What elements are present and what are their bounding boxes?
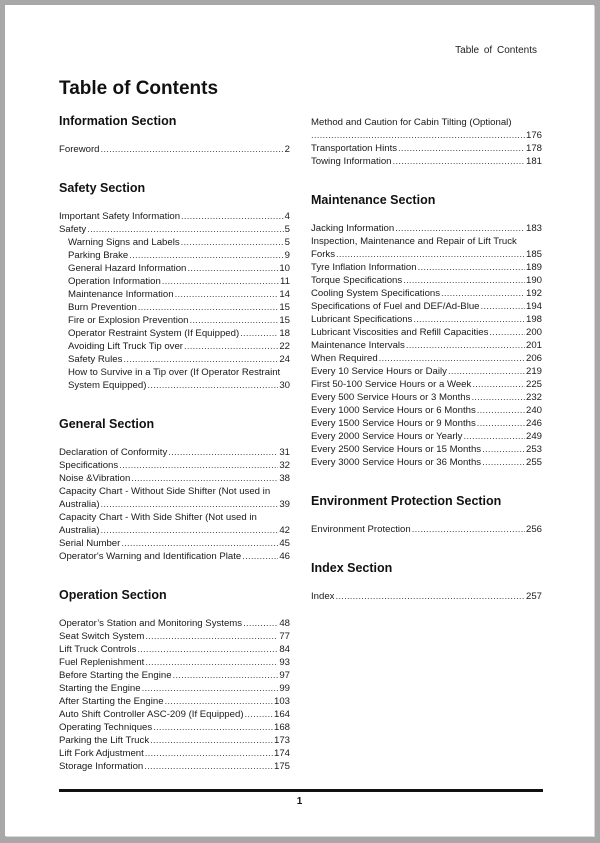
dot-leader bbox=[406, 339, 525, 352]
dot-leader bbox=[145, 747, 273, 760]
toc-entry[interactable]: Serial Number ..... 45 bbox=[59, 537, 290, 550]
toc-entry[interactable]: Every 1500 Service Hours or 9 Months ..... 246 bbox=[311, 417, 542, 430]
dot-leader bbox=[336, 248, 525, 261]
toc-entry[interactable]: Declaration of Conformity ..... 31 bbox=[59, 446, 290, 459]
dot-leader bbox=[471, 391, 525, 404]
toc-entry[interactable]: Fuel Replenishment ..... 93 bbox=[59, 656, 290, 669]
toc-entry[interactable]: Capacity Chart - Without Side Shifter (Not used in Australia) ..... 39 bbox=[59, 485, 290, 511]
toc-subentry[interactable]: Warning Signs and Labels ..... 5 bbox=[59, 236, 290, 249]
toc-entry[interactable]: Specifications of Fuel and DEF/Ad-Blue ..... 194 bbox=[311, 300, 542, 313]
toc-entry[interactable]: Before Starting the Engine ..... 97 bbox=[59, 669, 290, 682]
document-page bbox=[5, 5, 594, 836]
section-information bbox=[59, 114, 290, 156]
toc-entry[interactable]: Lift Truck Controls ..... 84 bbox=[59, 643, 290, 656]
dot-leader bbox=[123, 353, 278, 366]
dot-leader bbox=[412, 523, 525, 536]
section-heading: Maintenance Section bbox=[311, 193, 436, 207]
dot-leader bbox=[181, 236, 284, 249]
dot-leader bbox=[489, 326, 525, 339]
section-heading: Safety Section bbox=[59, 181, 146, 195]
dot-leader bbox=[131, 472, 278, 485]
dot-leader bbox=[145, 656, 278, 669]
dot-leader bbox=[175, 288, 279, 301]
dot-leader bbox=[311, 129, 525, 142]
page-title: Table of Contents bbox=[59, 78, 219, 99]
dot-leader bbox=[240, 327, 278, 340]
toc-entry[interactable]: Maintenance Intervals ..... 201 bbox=[311, 339, 542, 352]
toc-entry[interactable]: Auto Shift Controller ASC-209 (If Equipped) ..... 164 bbox=[59, 708, 290, 721]
toc-entry[interactable]: Operator’s Station and Monitoring Systems ..... 48 bbox=[59, 617, 290, 630]
toc-entry[interactable]: Operator's Warning and Identification Plate ..... 46 bbox=[59, 550, 290, 563]
dot-leader bbox=[173, 669, 279, 682]
toc-subentry[interactable]: Burn Prevention ..... 15 bbox=[59, 301, 290, 314]
dot-leader bbox=[472, 378, 525, 391]
dot-leader bbox=[129, 249, 283, 262]
dot-leader bbox=[168, 446, 278, 459]
toc-entry[interactable]: Index ..... 257 bbox=[311, 590, 542, 603]
toc-entry[interactable]: Seat Switch System ..... 77 bbox=[59, 630, 290, 643]
toc-entry[interactable]: Noise &Vibration ..... 38 bbox=[59, 472, 290, 485]
dot-leader bbox=[379, 352, 525, 365]
toc-right-column bbox=[311, 116, 542, 628]
toc-entry[interactable]: Inspection, Maintenance and Repair of Lift Truck Forks ..... 185 bbox=[311, 235, 542, 261]
dot-leader bbox=[418, 261, 525, 274]
dot-leader bbox=[190, 314, 279, 327]
section-heading: General Section bbox=[59, 417, 155, 431]
dot-leader bbox=[335, 590, 525, 603]
toc-entry[interactable]: Operating Techniques ..... 168 bbox=[59, 721, 290, 734]
dot-leader bbox=[147, 379, 278, 392]
toc-subentry[interactable]: Parking Brake ..... 9 bbox=[59, 249, 290, 262]
dot-leader bbox=[477, 404, 525, 417]
toc-subentry[interactable]: Operation Information ..... 11 bbox=[59, 275, 290, 288]
dot-leader bbox=[243, 617, 278, 630]
toc-entry[interactable]: After Starting the Engine ..... 103 bbox=[59, 695, 290, 708]
section-safety bbox=[59, 181, 290, 392]
dot-leader bbox=[101, 143, 284, 156]
toc-entry[interactable]: Every 3000 Service Hours or 36 Months ..... 255 bbox=[311, 456, 542, 469]
toc-entry[interactable]: Environment Protection ..... 256 bbox=[311, 523, 542, 536]
toc-entry[interactable]: Every 1000 Service Hours or 6 Months ..... 240 bbox=[311, 404, 542, 417]
toc-entry[interactable]: Parking the Lift Truck ..... 173 bbox=[59, 734, 290, 747]
dot-leader bbox=[245, 708, 273, 721]
toc-entry[interactable]: Tyre Inflation Information ..... 189 bbox=[311, 261, 542, 274]
dot-leader bbox=[138, 301, 279, 314]
toc-entry[interactable]: Every 2500 Service Hours or 15 Months ..... 253 bbox=[311, 443, 542, 456]
dot-leader bbox=[121, 537, 278, 550]
toc-left-column bbox=[59, 114, 290, 798]
section-heading: Index Section bbox=[311, 561, 393, 575]
toc-entry[interactable]: Storage Information ..... 175 bbox=[59, 760, 290, 773]
dot-leader bbox=[150, 734, 273, 747]
section-heading: Environment Protection Section bbox=[311, 494, 502, 508]
dot-leader bbox=[482, 456, 525, 469]
toc-subentry[interactable]: How to Survive in a Tip over (If Operator Restraint System Equipped) ..... 30 bbox=[59, 366, 290, 392]
dot-leader bbox=[137, 643, 278, 656]
dot-leader bbox=[181, 210, 284, 223]
toc-entry[interactable]: First 50-100 Service Hours or a Week ..... 225 bbox=[311, 378, 542, 391]
dot-leader bbox=[101, 524, 279, 537]
dot-leader bbox=[153, 721, 273, 734]
dot-leader bbox=[403, 274, 525, 287]
dot-leader bbox=[87, 223, 283, 236]
toc-entry[interactable]: Every 2000 Service Hours or Yearly ..... 249 bbox=[311, 430, 542, 443]
toc-entry[interactable]: Specifications ..... 32 bbox=[59, 459, 290, 472]
dot-leader bbox=[393, 155, 525, 168]
toc-entry[interactable]: Every 500 Service Hours or 3 Months ..... 232 bbox=[311, 391, 542, 404]
toc-entry[interactable]: Lift Fork Adjustment ..... 174 bbox=[59, 747, 290, 760]
dot-leader bbox=[398, 142, 525, 155]
dot-leader bbox=[145, 630, 278, 643]
section-heading: Operation Section bbox=[59, 588, 167, 602]
toc-subentry[interactable]: Safety Rules ..... 24 bbox=[59, 353, 290, 366]
running-header: Table of Contents bbox=[455, 45, 537, 56]
toc-subentry[interactable]: Maintenance Information ..... 14 bbox=[59, 288, 290, 301]
toc-entry[interactable]: Jacking Information ..... 183 bbox=[311, 222, 542, 235]
dot-leader bbox=[101, 498, 279, 511]
dot-leader bbox=[187, 262, 278, 275]
toc-entry[interactable]: Lubricant Specifications ..... 198 bbox=[311, 313, 542, 326]
dot-leader bbox=[482, 443, 525, 456]
toc-entry[interactable]: Safety ..... 5 bbox=[59, 223, 290, 236]
dot-leader bbox=[242, 550, 278, 563]
toc-entry[interactable]: Torque Specifications ..... 190 bbox=[311, 274, 542, 287]
dot-leader bbox=[395, 222, 525, 235]
dot-leader bbox=[463, 430, 525, 443]
toc-subentry[interactable]: General Hazard Information ..... 10 bbox=[59, 262, 290, 275]
toc-entry[interactable]: Cooling System Specifications ..... 192 bbox=[311, 287, 542, 300]
toc-entry[interactable]: Lubricant Viscosities and Refill Capacities ..... 200 bbox=[311, 326, 542, 339]
toc-entry[interactable]: Transportation Hints ..... 178 bbox=[311, 142, 542, 155]
toc-entry[interactable]: Foreword ..... 2 bbox=[59, 143, 290, 156]
toc-subentry[interactable]: Operator Restraint System (If Equipped) ..... 18 bbox=[59, 327, 290, 340]
toc-entry[interactable]: Every 10 Service Hours or Daily ..... 219 bbox=[311, 365, 542, 378]
dot-leader bbox=[142, 682, 279, 695]
section-operation bbox=[59, 588, 290, 773]
dot-leader bbox=[184, 340, 278, 353]
dot-leader bbox=[119, 459, 278, 472]
toc-entry[interactable]: Important Safety Information ..... 4 bbox=[59, 210, 290, 223]
section-heading: Information Section bbox=[59, 114, 177, 128]
section-index bbox=[311, 561, 542, 603]
page-number: 1 bbox=[296, 796, 303, 807]
dot-leader bbox=[477, 417, 525, 430]
dot-leader bbox=[144, 760, 273, 773]
toc-entry[interactable]: Capacity Chart - With Side Shifter (Not used in Australia) ..... 42 bbox=[59, 511, 290, 537]
dot-leader bbox=[481, 300, 525, 313]
toc-subentry[interactable]: Fire or Explosion Prevention ..... 15 bbox=[59, 314, 290, 327]
footer-rule bbox=[59, 789, 543, 792]
section-operation-continued bbox=[311, 116, 542, 168]
section-maintenance bbox=[311, 193, 542, 469]
toc-entry[interactable]: Towing Information ..... 181 bbox=[311, 155, 542, 168]
section-environment bbox=[311, 494, 542, 536]
dot-leader bbox=[165, 695, 273, 708]
dot-leader bbox=[413, 313, 525, 326]
toc-entry[interactable]: When Required ..... 206 bbox=[311, 352, 542, 365]
toc-entry[interactable]: Starting the Engine ..... 99 bbox=[59, 682, 290, 695]
toc-subentry[interactable]: Avoiding Lift Truck Tip over ..... 22 bbox=[59, 340, 290, 353]
dot-leader bbox=[448, 365, 525, 378]
section-general bbox=[59, 417, 290, 563]
dot-leader bbox=[441, 287, 525, 300]
dot-leader bbox=[162, 275, 279, 288]
toc-entry[interactable]: Method and Caution for Cabin Tilting (Optional) ..... 176 bbox=[311, 116, 542, 142]
